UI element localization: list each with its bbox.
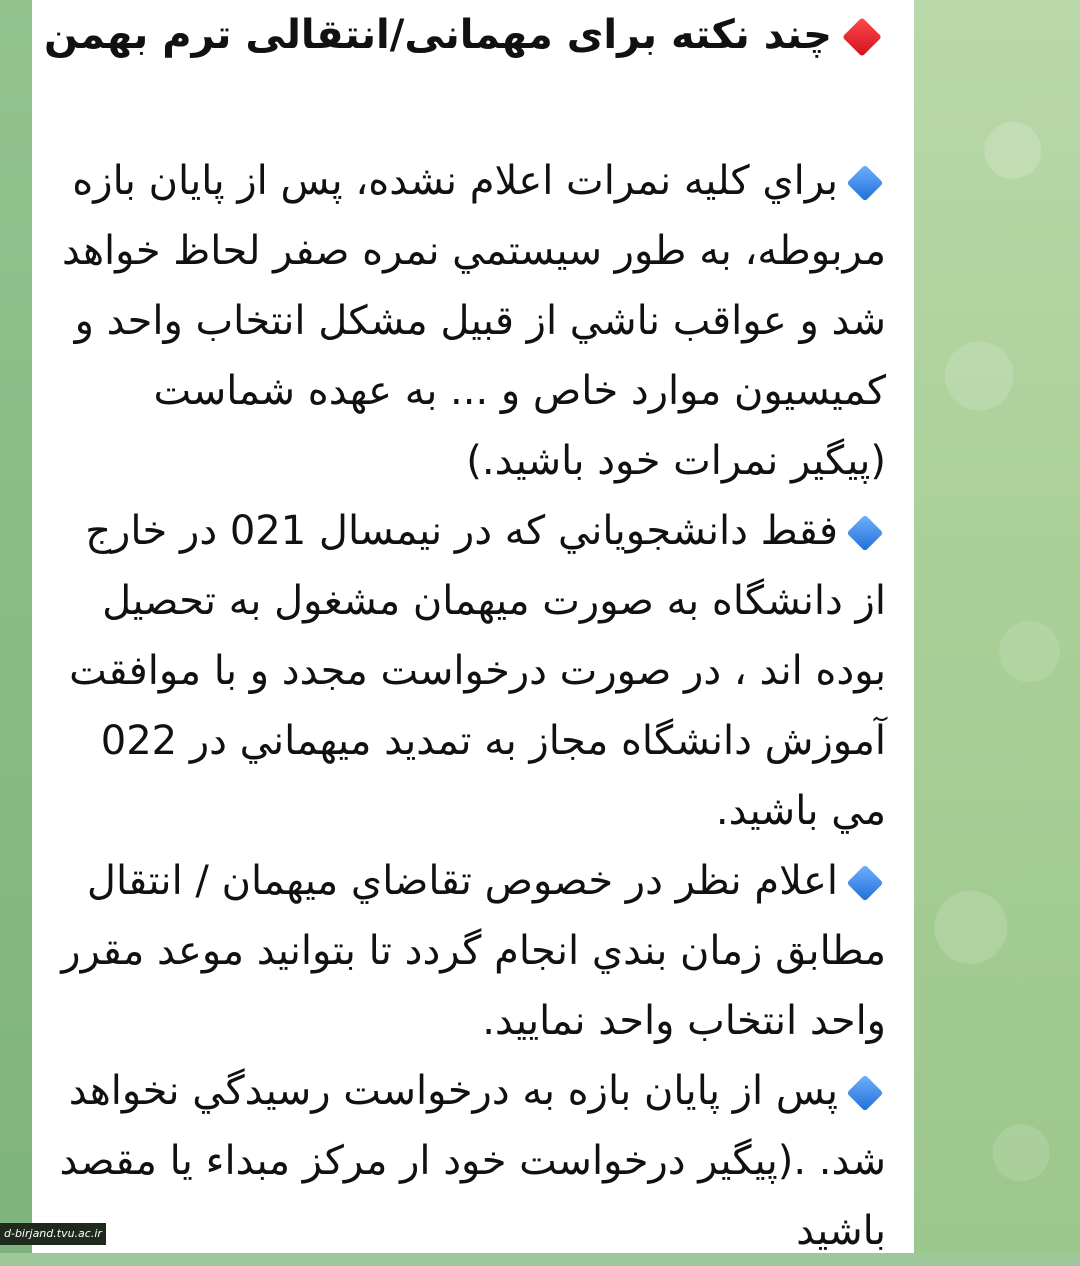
- red-diamond-icon: [842, 17, 882, 57]
- site-watermark: d-birjand.tvu.ac.ir: [0, 1223, 106, 1245]
- bullet-text: پس از پايان بازه به درخواست رسيدگي نخواهد شد. .(پيگير درخواست خود ار مركز مبداء يا مقصد باشيد: [59, 1068, 886, 1254]
- blue-diamond-icon: [847, 1075, 884, 1112]
- bullet-item-request-timing: [58, 846, 886, 1056]
- message-bubble[interactable]: [32, 0, 914, 1253]
- blue-diamond-icon: [847, 165, 884, 202]
- bullet-item-grades: [58, 146, 886, 496]
- chat-wallpaper-pattern: [912, 0, 1080, 1253]
- bullet-item-deadline: [58, 1056, 886, 1266]
- bullet-text: فقط دانشجوياني كه در نيمسال 021 در خارج از دانشگاه به صورت ميهمان مشغول به تحصيل بوده اند ، در صورت درخواست مجدد و با موافقت آموزش دانشگاه مجاز به تمديد ميهماني در 022 مي باشيد.: [69, 508, 886, 834]
- blank-line: [58, 64, 886, 146]
- blue-diamond-icon: [847, 515, 884, 552]
- message-title-text: چند نکته برای مهمانی/انتقالی ترم بهمن: [44, 12, 832, 58]
- chat-background-left: [0, 0, 32, 1253]
- bullet-item-guest-extension: [58, 496, 886, 846]
- message-title: [44, 0, 886, 64]
- blue-diamond-icon: [847, 865, 884, 902]
- bullet-text: اعلام نظر در خصوص تقاضاي ميهمان / انتقال مطابق زمان بندي انجام گردد تا بتوانيد موعد مقرر واحد انتخاب واحد نماييد.: [61, 858, 886, 1044]
- bullet-text: براي كليه نمرات اعلام نشده، پس از پايان بازه مربوطه، به طور سيستمي نمره صفر لحاظ خواهد شد و عواقب ناشي از قبيل مشكل انتخاب واحد و كميسيون موارد خاص و ... به عهده شماست (پيگير نمرات خود باشيد.): [61, 158, 886, 484]
